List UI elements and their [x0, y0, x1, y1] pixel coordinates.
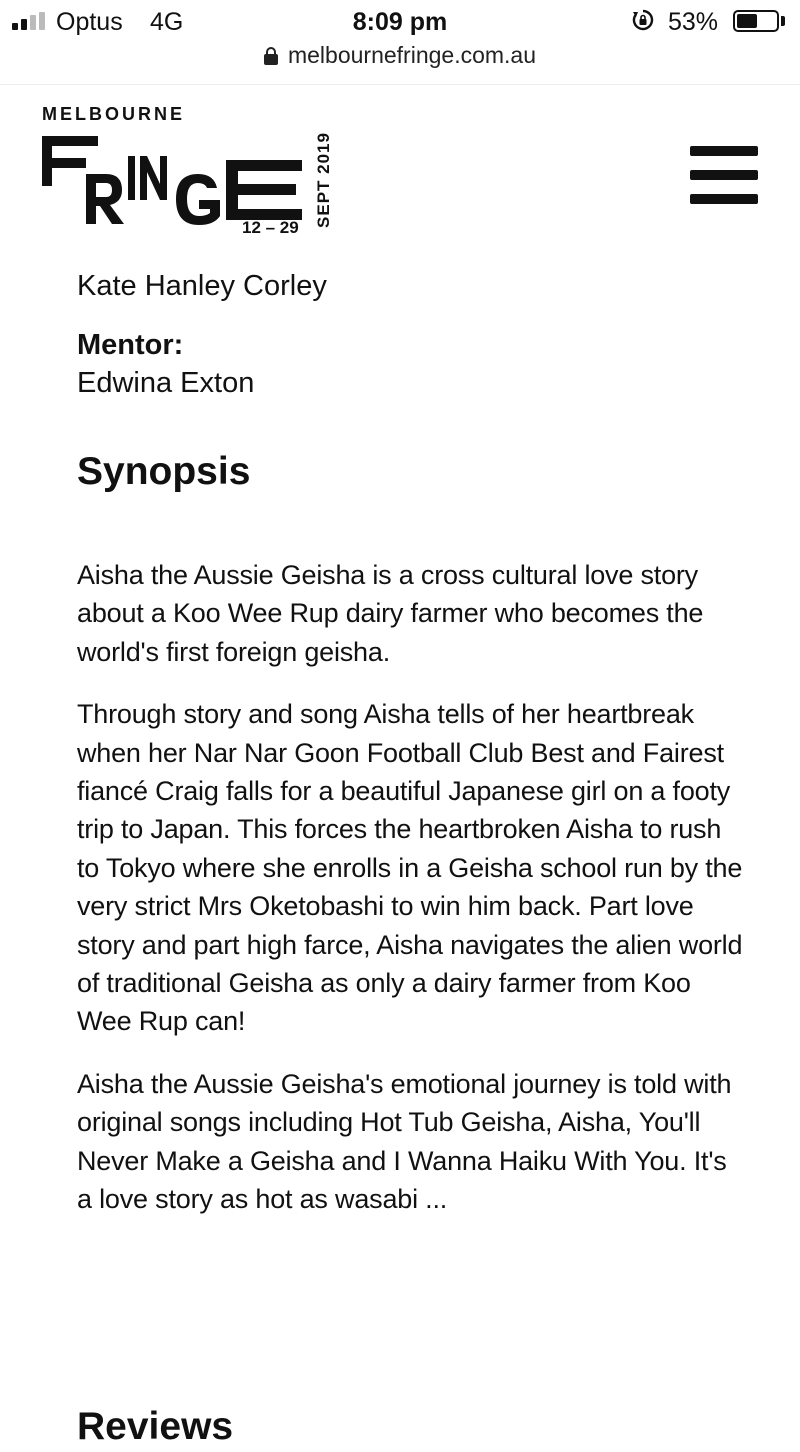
- network-type: 4G: [150, 8, 184, 36]
- logo-city-text: MELBOURNE: [42, 104, 185, 124]
- battery-percent: 53%: [668, 8, 719, 36]
- synopsis-paragraph: Aisha the Aussie Geisha's emotional journey is told with original songs including Hot Tub Geisha, Aisha, You'll Never Make a Geisha and I Wanna Haiku With You. It's a love story as hot as wasabi ...: [77, 1068, 732, 1215]
- status-bar: [0, 0, 800, 44]
- synopsis-paragraph: Aisha the Aussie Geisha is a cross cultural love story about a Koo Wee Rup dairy farmer who becomes the world's first foreign geisha.: [77, 560, 704, 667]
- battery-icon: [733, 10, 779, 32]
- status-time: 8:09 pm: [352, 8, 448, 36]
- browser-address-bar[interactable]: [0, 42, 800, 78]
- logo-year-vertical: [312, 120, 336, 240]
- synopsis-heading: Synopsis: [77, 450, 251, 493]
- battery-level-fill: [737, 14, 757, 28]
- logo-wordmark: [42, 136, 304, 228]
- logo-year-text: SEPT 2019: [314, 132, 333, 228]
- lock-icon: [264, 47, 278, 65]
- carrier-name: Optus: [56, 8, 123, 36]
- header-divider: [0, 84, 800, 85]
- synopsis-paragraph: Through story and song Aisha tells of her heartbreak when her Nar Nar Goon Football Club Best and Fairest fiancé Craig falls for a beautiful Japanese girl on a footy trip to Japan. This forces the heartbroken Aisha to rush to Tokyo where she enrolls in a Geisha school run by the very strict Mrs Oketobashi to win him back. Part love story and part high farce, Aisha navigates the alien world of traditional Geisha as only a dairy farmer from Koo Wee Rup can!: [77, 699, 743, 1037]
- mentor-name: Edwina Exton: [77, 367, 255, 399]
- creator-name: Kate Hanley Corley: [77, 270, 327, 302]
- mentor-block: [77, 326, 747, 402]
- address-url[interactable]: melbournefringe.com.au: [287, 42, 537, 68]
- logo-dates: 12 – 29: [242, 218, 299, 237]
- reviews-heading: Reviews: [77, 1405, 234, 1448]
- battery-terminal: [781, 16, 785, 26]
- site-logo[interactable]: [42, 100, 352, 250]
- orientation-lock-icon: [632, 9, 654, 31]
- main-content: [77, 264, 747, 1219]
- hamburger-menu-icon[interactable]: [690, 146, 758, 204]
- mentor-label: Mentor:: [77, 329, 184, 361]
